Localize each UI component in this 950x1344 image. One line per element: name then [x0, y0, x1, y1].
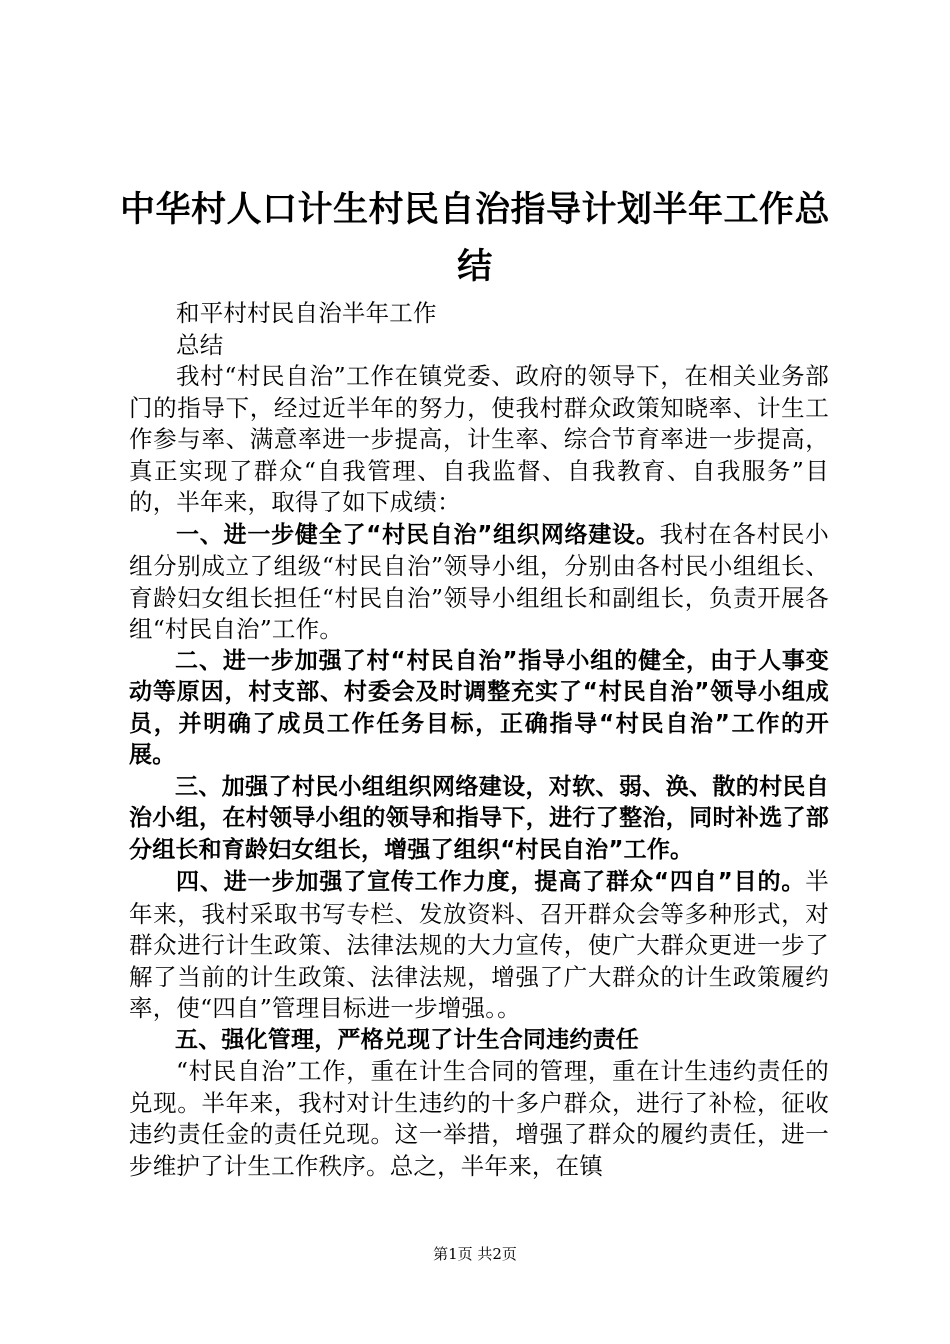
page-indicator: 第1页 共2页: [433, 1245, 517, 1263]
section-1-heading: 一、进一步健全了“村民自治”组织网络建设。: [176, 521, 660, 548]
subtitle-line-1: 和平村村民自治半年工作: [176, 299, 437, 327]
section-5-body: “村民自治”工作，重在计生合同的管理，重在计生违约责任的兑现。半年来，我村对计生违约的十多户群众，进行了补检，征收违约责任金的责任兑现。这一举措，增强了群众的履约责任，进一步维护了计生工作秩序。总之，半年来，在镇: [129, 1057, 829, 1180]
section-1-paragraph: [129, 519, 829, 646]
document-body: [129, 298, 829, 1182]
section-4-paragraph: [129, 866, 829, 1025]
section-4-body: 半年来，我村采取书写专栏、发放资料、召开群众会等多种形式，对群众进行计生政策、法律法规的大力宣传，使广大群众更进一步了解了当前的计生政策、法律法规，增强了广大群众的计生政策履约率，使“四自”管理目标进一步增强。。: [129, 867, 829, 1022]
section-4-heading: 四、进一步加强了宣传工作力度，提高了群众“四自”目的。: [176, 869, 806, 895]
section-2-paragraph: 二、进一步加强了村“村民自治”指导小组的健全，由于人事变动等原因，村支部、村委会及时调整充实了“村民自治”领导小组成员，并明确了成员工作任务目标，正确指导“村民自治”工作的开展。: [129, 647, 829, 768]
section-3-paragraph: 三、加强了村民小组组织网络建设，对软、弱、涣、散的村民自治小组，在村领导小组的领导和指导下，进行了整治，同时补选了部分组长和育龄妇女组长，增强了组织“村民自治”工作。: [129, 773, 829, 863]
section-1-body: 我村在各村民小组分别成立了组级“村民自治”领导小组，分别由各村民小组组长、育龄妇女组长担任“村民自治”领导小组组长和副组长，负责开展各组“村民自治”工作。: [129, 519, 829, 643]
subtitle-line-2: 总结: [176, 330, 224, 359]
intro-paragraph: 我村“村民自治”工作在镇党委、政府的领导下，在相关业务部门的指导下，经过近半年的努力，使我村群众政策知晓率、计生工作参与率、满意率进一步提高，计生率、综合节育率进一步提高，真正实现了群众“自我管理、自我监督、自我教育、自我服务”目的，半年来，取得了如下成绩：: [129, 362, 829, 516]
section-5-heading: 五、强化管理，严格兑现了计生合同违约责任: [175, 1026, 639, 1053]
document-title: 中华村人口计生村民自治指导计划半年工作总结: [120, 190, 831, 287]
